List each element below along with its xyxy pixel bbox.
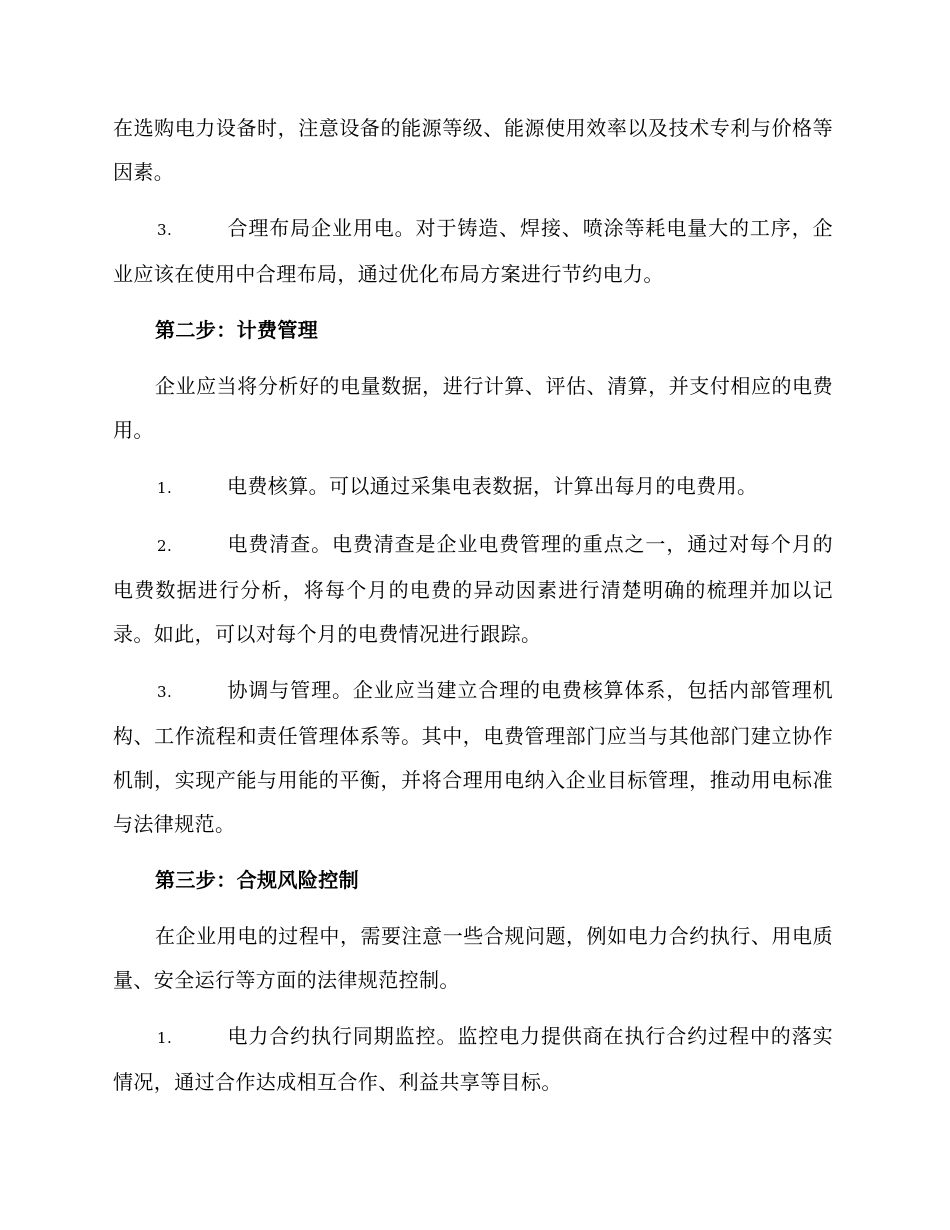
paragraph: 企业应当将分析好的电量数据，进行计算、评估、清算，并支付相应的电费用。 [113, 374, 833, 442]
list-item [113, 206, 833, 296]
list-item-text: 合理布局企业用电。对于铸造、焊接、喷涂等耗电量大的工序，企业应该在使用中合理布局，通过优化布局方案进行节约电力。 [113, 216, 833, 286]
list-number: 1. [157, 479, 173, 497]
list-item-text: 协调与管理。企业应当建立合理的电费核算体系，包括内部管理机构、工作流程和责任管理体系等。其中，电费管理部门应当与其他部门建立协作机制，实现产能与用能的平衡，并将合理用电纳入企业目标管理，推动用电标准与法律规范。 [113, 678, 833, 836]
list-item-text: 电费核算。可以通过采集电表数据，计算出每月的电费用。 [227, 474, 758, 498]
list-item [113, 522, 833, 656]
list-item-text: 电力合约执行同期监控。监控电力提供商在执行合约过程中的落实情况，通过合作达成相互合作、利益共享等目标。 [113, 1024, 833, 1094]
list-item [113, 668, 833, 846]
section-heading: 第三步：合规风险控制 [155, 868, 359, 892]
list-item-text: 电费清查。电费清查是企业电费管理的重点之一，通过对每个月的电费数据进行分析，将每个月的电费的异动因素进行清楚明确的梳理并加以记录。如此，可以对每个月的电费情况进行跟踪。 [113, 532, 833, 646]
list-number: 1. [157, 1029, 173, 1047]
paragraph: 在企业用电的过程中，需要注意一些合规问题，例如电力合约执行、用电质量、安全运行等方面的法律规范控制。 [113, 924, 833, 992]
paragraph: 在选购电力设备时，注意设备的能源等级、能源使用效率以及技术专利与价格等因素。 [113, 116, 833, 184]
section-heading: 第二步：计费管理 [155, 318, 319, 342]
list-item [113, 1014, 833, 1104]
list-number: 3. [157, 683, 173, 701]
list-number: 2. [157, 537, 173, 555]
list-item [113, 464, 833, 510]
list-number: 3. [157, 221, 173, 239]
document-body [113, 106, 833, 1116]
